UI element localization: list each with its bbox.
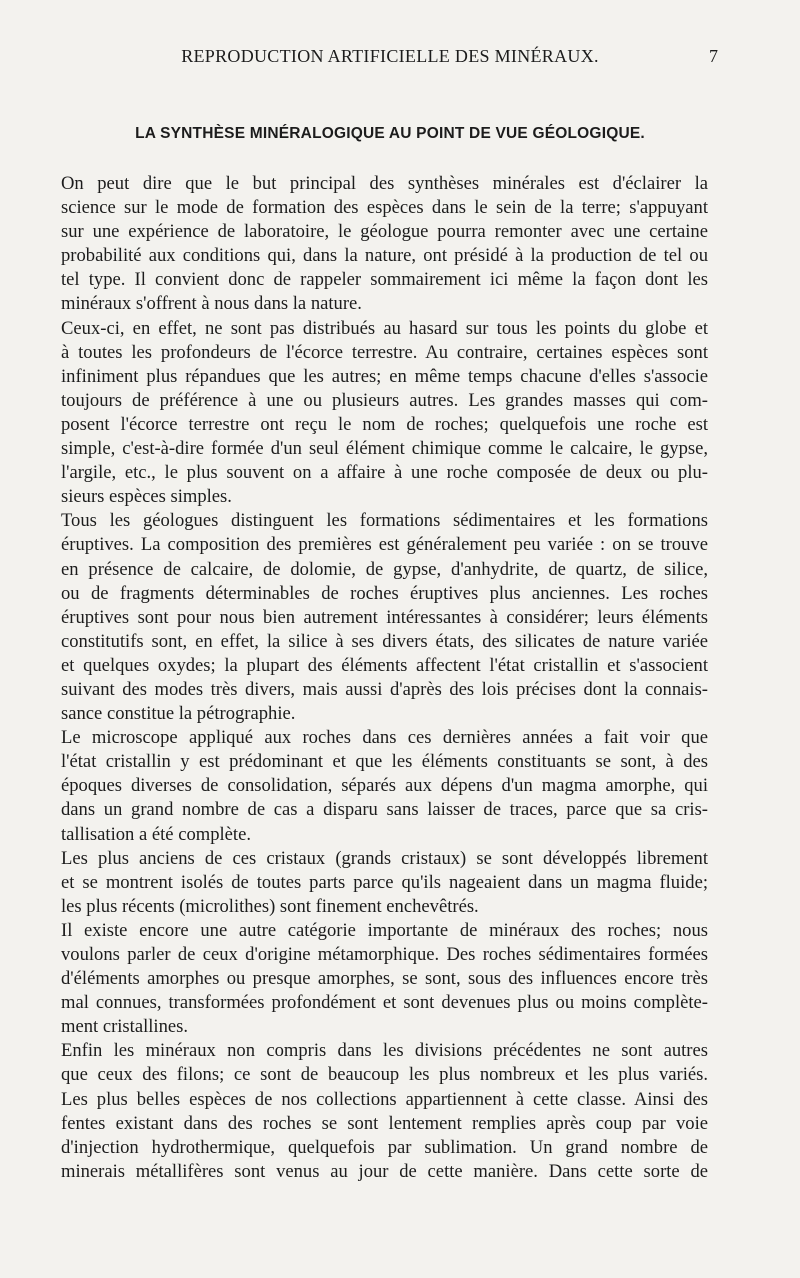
text-line: simple, c'est-à-dire formée d'un seul élément chimique comme le calcaire, le gypse,	[61, 438, 708, 460]
text-line: éruptives. La composition des premières est généralement peu variée : on se trouve	[61, 534, 708, 556]
text-line: posent l'écorce terrestre ont reçu le nom de roches; quelquefois une roche est	[61, 413, 708, 435]
paragraph	[61, 847, 708, 919]
text-line: toujours de préférence à une ou plusieurs autres. Les grandes masses qui com-	[61, 389, 708, 411]
text-line: Le microscope appliqué aux roches dans ces dernières années a fait voir que	[61, 727, 708, 749]
text-line: science sur le mode de formation des espèces dans le sein de la terre; s'appuyant	[61, 197, 708, 219]
text-line: Ceux-ci, en effet, ne sont pas distribués au hasard sur tous les points du globe et	[61, 317, 708, 339]
text-line: les plus récents (microlithes) sont finement enchevêtrés.	[61, 895, 479, 917]
text-line: Tous les géologues distinguent les formations sédimentaires et les formations	[61, 510, 708, 532]
paragraph	[61, 1039, 708, 1184]
running-title: REPRODUCTION ARTIFICIELLE DES MINÉRAUX.	[181, 46, 599, 66]
text-line: Les plus anciens de ces cristaux (grands cristaux) se sont développés librement	[61, 847, 708, 869]
text-line: sance constitue la pétrographie.	[61, 703, 296, 725]
paragraph	[61, 317, 708, 510]
paragraph	[61, 172, 708, 317]
text-line: d'injection hydrothermique, quelquefois par sublimation. Un grand nombre de	[61, 1136, 708, 1158]
text-line: On peut dire que le but principal des synthèses minérales est d'éclairer la	[61, 173, 708, 194]
text-line: minerais métallifères sont venus au jour de cette manière. Dans cette sorte de	[61, 1160, 708, 1182]
text-line: probabilité aux conditions qui, dans la nature, ont présidé à la production de tel ou	[61, 245, 708, 267]
text-line: en présence de calcaire, de dolomie, de gypse, d'anhydrite, de quartz, de silice,	[61, 558, 708, 580]
text-line: l'argile, etc., le plus souvent on a affaire à une roche composée de deux ou plu-	[61, 462, 708, 484]
text-line: tallisation a été complète.	[61, 823, 251, 845]
text-line: d'éléments amorphes ou presque amorphes, se sont, sous des influences encore très	[61, 968, 708, 990]
paragraph	[61, 919, 708, 1039]
text-line: minéraux s'offrent à nous dans la nature.	[61, 293, 362, 315]
text-line: Les plus belles espèces de nos collections appartiennent à cette classe. Ainsi des	[61, 1088, 708, 1110]
running-head	[60, 46, 720, 70]
text-line: constitutifs sont, en effet, la silice à ses divers états, des silicates de nature variée	[61, 630, 708, 652]
text-line: ou de fragments déterminables de roches éruptives plus anciennes. Les roches	[61, 582, 708, 604]
page-number: 7	[709, 46, 718, 66]
text-line: Il existe encore une autre catégorie importante de minéraux des roches; nous	[61, 919, 708, 941]
paragraph	[61, 726, 708, 846]
paragraph	[61, 509, 708, 726]
text-line: Enfin les minéraux non compris dans les divisions précédentes ne sont autres	[61, 1040, 708, 1062]
section-title: LA SYNTHÈSE MINÉRALOGIQUE AU POINT DE VUE GÉOLOGIQUE.	[135, 125, 645, 142]
text-line: voulons parler de ceux d'origine métamorphique. Des roches sédimentaires formées	[61, 944, 708, 965]
text-line: sur une expérience de laboratoire, le géologue pourra remonter avec une certaine	[61, 221, 708, 243]
text-line: fentes existant dans des roches se sont lentement remplies après coup par voie	[61, 1112, 708, 1134]
text-line: époques diverses de consolidation, séparés aux dépens d'un magma amorphe, qui	[61, 775, 708, 797]
text-line: l'état cristallin y est prédominant et que les éléments constituants se sont, à des	[61, 751, 708, 773]
text-line: infiniment plus répandues que les autres; en même temps chacune d'elles s'associe	[61, 365, 708, 387]
text-line: sieurs espèces simples.	[61, 486, 232, 508]
text-line: ment cristallines.	[61, 1016, 189, 1038]
text-line: et quelques oxydes; la plupart des éléments affectent l'état cristallin et s'associent	[61, 654, 708, 676]
text-line: que ceux des filons; ce sont de beaucoup les plus nombreux et les plus variés.	[61, 1064, 708, 1086]
text-line: à toutes les profondeurs de l'écorce terrestre. Au contraire, certaines espèces sont	[61, 341, 708, 363]
text-line: suivant des modes très divers, mais aussi d'après des lois précises dont la connais-	[61, 678, 708, 700]
text-line: tel type. Il convient donc de rappeler sommairement ici même la façon dont les	[61, 269, 708, 291]
text-line: dans un grand nombre de cas a disparu sans laisser de traces, parce que sa cris-	[61, 799, 708, 821]
text-line: mal connues, transformées profondément et sont devenues plus ou moins complète-	[61, 992, 708, 1014]
text-line: et se montrent isolés de toutes parts parce qu'ils nageaient dans un magma fluide;	[61, 871, 708, 893]
text-line: éruptives sont pour nous bien autrement intéressantes à considérer; leurs éléments	[61, 606, 708, 628]
body-text	[61, 172, 708, 1184]
